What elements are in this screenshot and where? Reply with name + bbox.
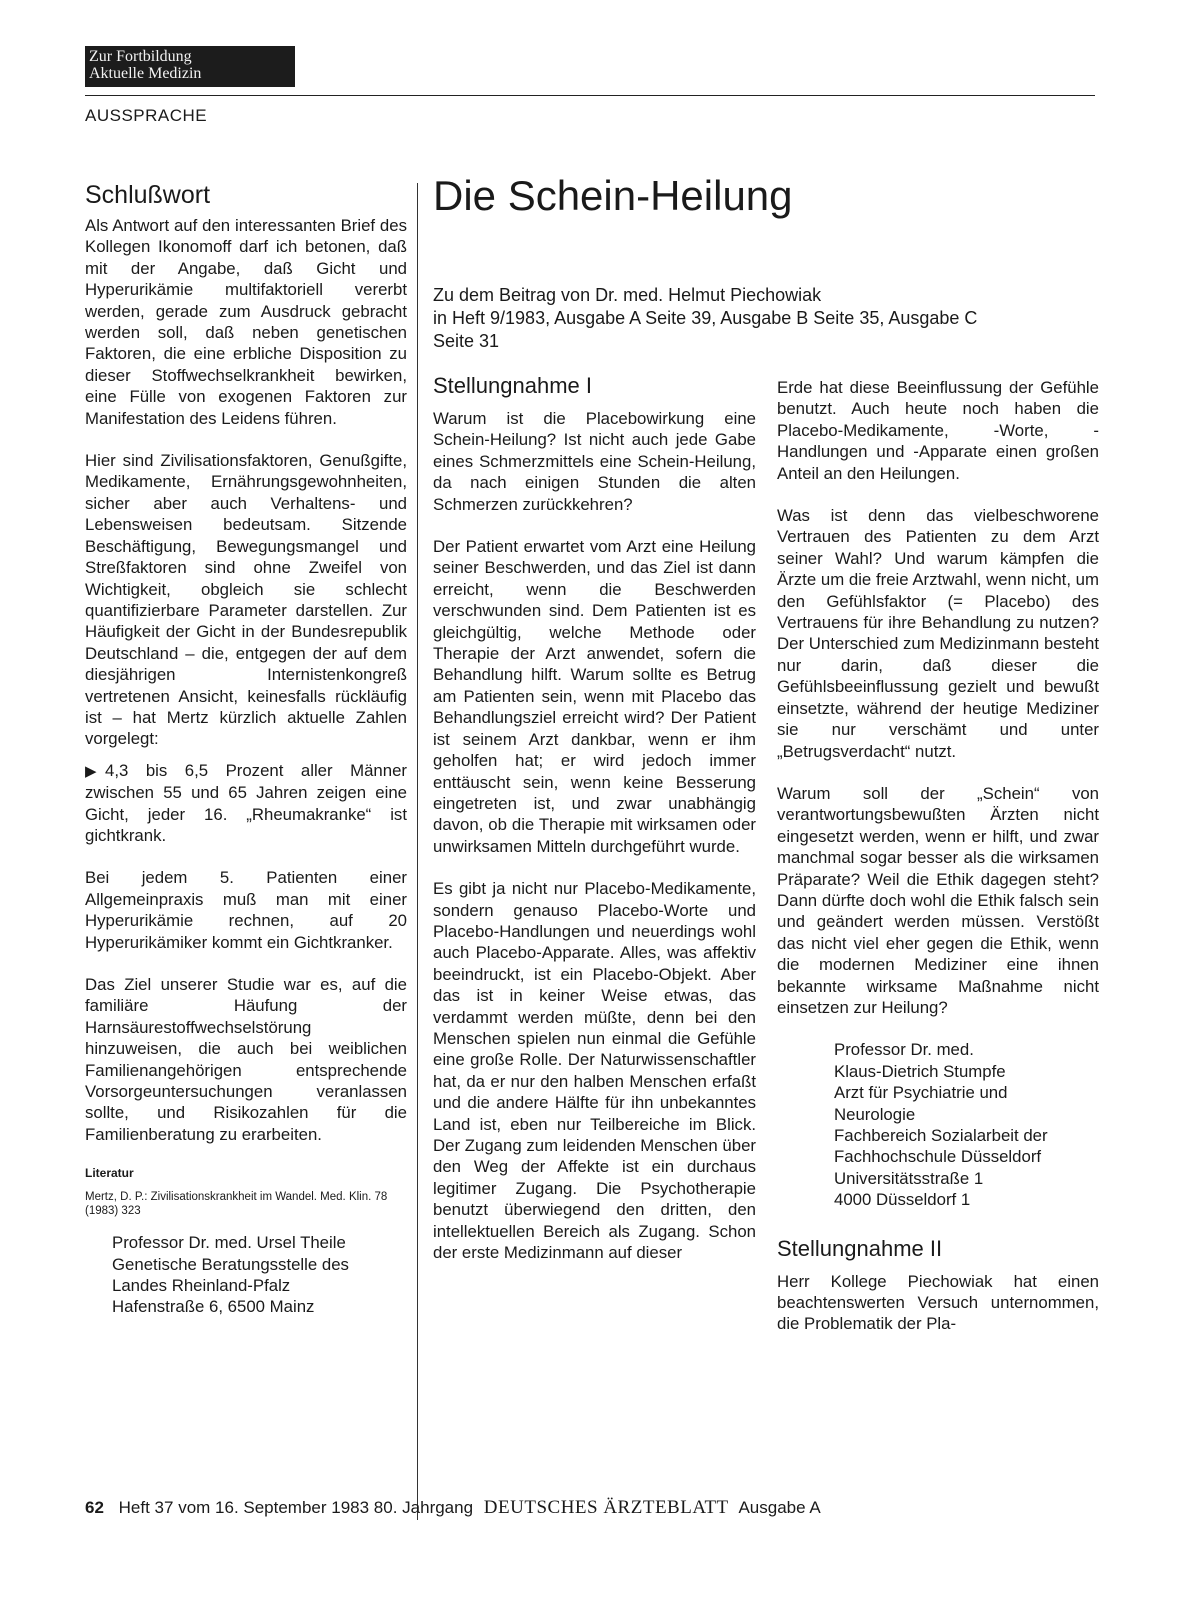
signature-line: Klaus-Dietrich Stumpfe [834, 1061, 1006, 1081]
right-paragraph-2: Was ist denn das vielbeschworene Vertrauen des Patienten zu dem Arzt seiner Wahl? Und warum kämpfen die Ärzte um die freie Arztwahl, wenn nicht, um den Gefühlsfaktor (= Placebo) des Vertrauens für ihre Behandlung zu nutzen? Der Unterschied zum Medizinmann besteht nur darin, daß dieser die Gefühlsbeeinflussung gezielt und bewußt einsetzte, während der heutige Mediziner sie nur verschämt und unter „Betrugsverdacht“ nutzt. [777, 506, 1099, 761]
triangle-bullet-icon: ▶ [85, 762, 97, 780]
left-paragraph-2: Hier sind Zivilisationsfaktoren, Genußgifte, Medikamente, Ernährungsgewohnheiten, sicher aber auch Verhaltens- und Lebensweisen bedeutsam. Sitzende Beschäftigung, Bewegungsmangel und Streßfaktoren sind ohne Zweifel von Wichtigkeit, obgleich sie schlecht quantifizierbare Parameter darstellen. Zur Häufigkeit der Gicht in der Bundesrepublik Deutschland – die, entgegen der auf dem diesjährigen Internistenkongreß vertretenen Ansicht, keinesfalls rückläufig ist – hat Mertz kürzlich aktuelle Zahlen vorgelegt: [85, 451, 407, 749]
section-label-line1: Zur Fortbildung [89, 48, 192, 65]
signature-line: Professor Dr. med. Ursel Theile [112, 1233, 346, 1253]
publication-name: DEUTSCHES ÄRZTEBLATT [483, 1497, 729, 1518]
middle-paragraph-2: Der Patient erwartet vom Arzt eine Heilung seiner Beschwerden, und das Ziel ist dann erreicht, wenn die Beschwerden verschwunden sind. Dem Patienten ist es gleichgültig, welche Methode oder Therapie der Arzt anwendet, sofern die Behandlung hilft. Warum sollte es Betrug am Patienten sein, wenn mit Placebo das Behandlungsziel erreicht wird? Der Patient ist seinem Arzt dankbar, wenn er ihm geholfen hat; er wird jedoch immer enttäuscht sein, wenn keine Besserung eingetreten ist, und zwar unabhängig davon, ob die Therapie mit wirksamen oder unwirksamen Mitteln durchgeführt wurde. [433, 537, 756, 856]
left-paragraph-3: Bei jedem 5. Patienten einer Allgemeinpraxis muß man mit einer Hyperurikämie rechnen, auf 20 Hyperurikämiker kommt ein Gichtkranker. [85, 868, 407, 952]
page-number: 62 [85, 1498, 104, 1517]
literature-reference: Mertz, D. P.: Zivilisationskrankheit im Wandel. Med. Klin. 78 (1983) 323 [85, 1191, 388, 1218]
right-column [777, 377, 1099, 1335]
literature-heading: Literatur [85, 1166, 134, 1181]
right-paragraph-4: Herr Kollege Piechowiak hat einen beachtenswerten Versuch unternommen, die Problematik der Pla- [777, 1271, 1099, 1334]
edition-label: Ausgabe A [738, 1498, 821, 1517]
middle-paragraph-1: Warum ist die Placebowirkung eine Schein-Heilung? Ist nicht auch jede Gabe eines Schmerzmittels eine Schein-Heilung, da nach einigen Stunden die alten Schmerzen zurückkehren? [433, 409, 756, 514]
left-column [85, 180, 407, 1318]
signature-line: 4000 Düsseldorf 1 [834, 1190, 971, 1210]
section-label [85, 46, 295, 87]
signature-right [777, 1039, 1099, 1210]
intro-line: in Heft 9/1983, Ausgabe A Seite 39, Ausgabe B Seite 35, Ausgabe C [433, 308, 978, 328]
signature-line: Fachbereich Sozialarbeit der [834, 1126, 1048, 1145]
page-footer [85, 1497, 821, 1519]
middle-paragraph-3: Es gibt ja nicht nur Placebo-Medikamente, sondern genauso Placebo-Worte und Placebo-Handlungen und neuerdings wohl auch Placebo-Apparate. Alles, was affektiv beeindruckt, ist ein Placebo-Objekt. Aber das ist in keiner Weise etwas, das verdammt werden müßte, denn bei den Menschen spielen nun einmal die Gefühle eine große Rolle. Der Naturwissenschaftler hat, da er nur den halben Menschen erfaßt und die andere Hälfte für ihn unbekanntes Land ist, eben nur Teilbereiche im Blick. Der Zugang zum leidenden Menschen über den Weg der Affekte ist ein durchaus legitimer Zugang. Die Psychotherapie benutzt überwiegend den dritten, den intellektuellen Bereich als Zugang. Schon der erste Medizinmann auf dieser [433, 879, 756, 1263]
right-paragraph-1: Erde hat diese Beeinflussung der Gefühle benutzt. Auch heute noch haben die Placebo-Medikamente, -Worte, -Handlungen und -Apparate einen großen Anteil an den Heilungen. [777, 378, 1099, 483]
statement-2-heading: Stellungnahme II [777, 1235, 943, 1261]
bullet-item [85, 760, 407, 847]
left-paragraph-4: Das Ziel unserer Studie war es, auf die familiäre Häufung der Harnsäurestoffwechselstörung hinzuweisen, die auch bei weiblichen Familienangehörigen entsprechende Vorsorgeuntersuchungen veranlassen sollte, und Risikozahlen für die Familienberatung zu erarbeiten. [85, 975, 407, 1144]
section-label-line2: Aktuelle Medizin [89, 65, 202, 82]
signature-line: Arzt für Psychiatrie und [834, 1083, 1008, 1103]
kicker: AUSSPRACHE [85, 106, 208, 125]
signature-line: Hafenstraße 6, 6500 Mainz [112, 1297, 315, 1317]
column-divider [417, 183, 418, 1520]
left-paragraph-1: Als Antwort auf den interessanten Brief des Kollegen Ikonomoff darf ich betonen, daß mit der Angabe, daß Gicht und Hyperurikämie multifaktoriell vererbt werden, gerade zum Ausdruck gebracht werden soll, daß neben genetischen Faktoren, die eine erbliche Disposition zu dieser Stoffwechselkrankheit bewirken, eine Fülle von exogenen Faktoren zur Manifestation des Leidens führen. [85, 216, 407, 428]
issue-info: Heft 37 vom 16. September 1983 80. Jahrgang [118, 1498, 474, 1517]
signature-line: Universitätsstraße 1 [834, 1168, 984, 1188]
signature-left [85, 1232, 407, 1318]
header-rule [85, 95, 1095, 96]
signature-line: Fachhochschule Düsseldorf [834, 1147, 1042, 1167]
intro-line: Zu dem Beitrag von Dr. med. Helmut Piechowiak [433, 285, 822, 305]
bullet-text: 4,3 bis 6,5 Prozent aller Männer zwischen 55 und 65 Jahren zeigen eine Gicht, jeder 16. „Rheumakranke“ ist gichtkrank. [85, 760, 407, 845]
signature-line: Professor Dr. med. [834, 1040, 974, 1060]
left-heading: Schlußwort [85, 181, 211, 209]
article-title: Die Schein-Heilung [433, 172, 793, 219]
signature-line: Neurologie [834, 1104, 916, 1124]
right-paragraph-3: Warum soll der „Schein“ von verantwortungsbewußten Ärzten nicht eingesetzt werden, wenn er hilft, und zwar manchmal sogar besser als die wirksamen Präparate? Weil die Ethik dagegen steht? Dann dürfte doch wohl die Ethik falsch sein und geändert werden müssen. Verstößt das nicht viel eher gegen die Ethik, wenn die modernen Mediziner eine ihnen bekannte wirksame Maßnahme nicht einsetzen zur Heilung? [777, 783, 1099, 1017]
middle-column [433, 372, 756, 1263]
article-intro [433, 284, 1113, 353]
statement-1-heading: Stellungnahme I [433, 373, 592, 398]
signature-line: Genetische Beratungsstelle des [112, 1254, 349, 1274]
signature-line: Landes Rheinland-Pfalz [112, 1276, 291, 1296]
intro-line: Seite 31 [433, 331, 500, 351]
